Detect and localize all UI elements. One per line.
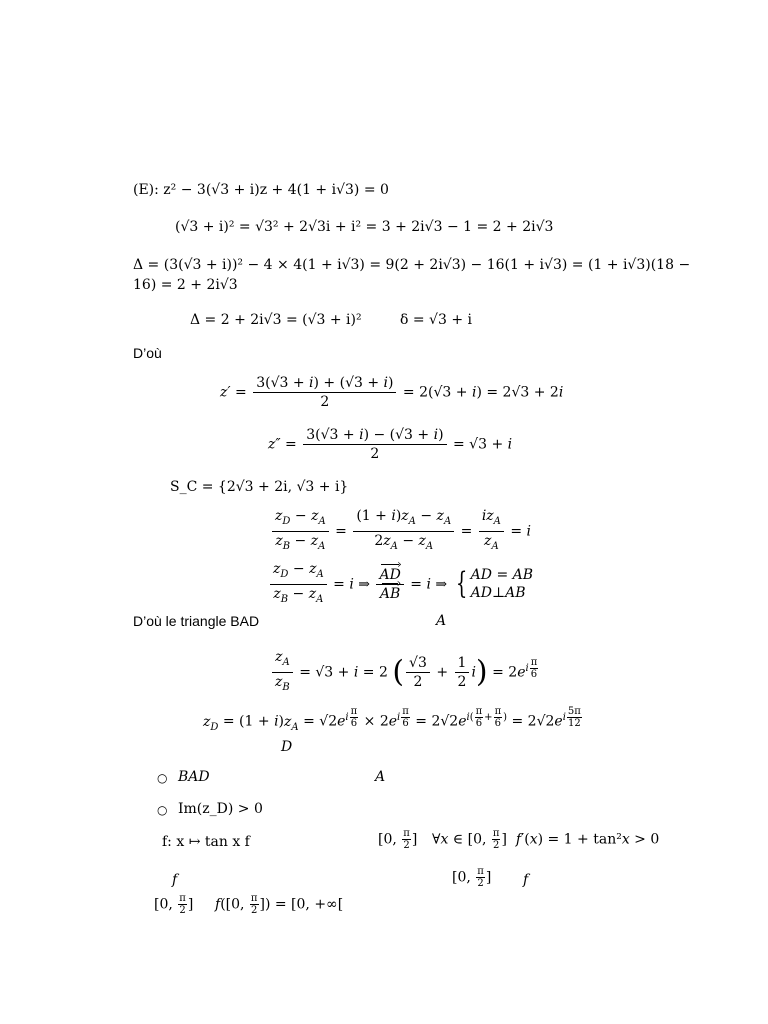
f-derivative: ∀x ∈ [0, $\frac{\pi}{2}$ ] f′(x) = 1 + tan²x > 0 (432, 828, 660, 851)
discriminant-simplified (190, 311, 362, 329)
discriminant-root (400, 311, 472, 329)
ratio-equation-2: $\frac{z_D - z_A}{z_B - z_A}$ = i ⇒ $\frac{AD ›}{AB}$ › = i ⇒ { AD = AB AD⊥AB (268, 560, 533, 609)
square-expansion-text: (√3 + i)² = √3² + 2√3i + i² = 3 + 2i√3 − 1 = 2 + 2i√3 (175, 219, 554, 235)
bullet-1-marker: ○ (157, 771, 168, 785)
point-A-text: A (436, 613, 447, 629)
f-line-2 (172, 871, 177, 889)
quotient-equation: $\frac{z_A}{z_B}$ = √3 + i = 2 ( $\frac{√3}{2}$ + $\frac{1}{2}$ $i) = 2e^{i \frac{\pi}{6}}$ (270, 648, 539, 697)
bullet-2-marker: ○ (157, 803, 168, 817)
f-interval: [0, $\frac{\pi}{2}$ ] (378, 828, 418, 851)
f-definition (162, 833, 250, 851)
square-expansion (175, 218, 553, 236)
discriminant-line-2 (133, 276, 238, 294)
f-definition-text: f: x ↦ tan x f (162, 834, 250, 850)
equation-E-text: (E): z² − 3(√3 + i)z + 4(1 + i√3) = 0 (133, 182, 389, 198)
bullet-1-point-text: A (375, 769, 386, 785)
bullet-1-point (375, 768, 385, 786)
ratio-equation-1: $\frac{z_D - z_A}{z_B - z_A}$ = $\frac{(1 + i)z_A - z_A}{2z_A - z_A}$ = $\frac{iz_A}{z_A}$ = i (270, 507, 531, 556)
point-D-label (281, 738, 292, 756)
f-line-2-f2 (523, 871, 528, 889)
discriminant-line-1-text: Δ = (3(√3 + i))² − 4 × 4(1 + i√3) = 9(2 + 2i√3) − 16(1 + i√3) = (1 + i√3)(18 − (133, 257, 691, 273)
solution-set (170, 478, 348, 496)
f-line-2-f: f (172, 872, 178, 888)
f-line-3-interval: [0, $\frac{\pi}{2}$ ] (154, 893, 194, 916)
bullet-2-text: Im(z_D) > 0 (178, 801, 263, 817)
z-double-prime-equation: z″ = $\frac{3(√3 + i) - (√3 + i)}{2}$ = √3 + i (268, 427, 513, 462)
f-line-2-f2-text: f (523, 872, 529, 888)
discriminant-line-2-text: 16) = 2 + 2i√3 (133, 277, 238, 293)
dou-label (133, 344, 162, 362)
triangle-statement-text: D’où le triangle BAD (133, 613, 260, 629)
f-image: f([0, $\frac{\pi}{2}$ ]) = [0, +∞[ (215, 893, 344, 916)
bullet-1 (178, 768, 210, 786)
equation-E (133, 181, 389, 199)
triangle-statement (133, 612, 259, 630)
z-prime-equation: z′ = $\frac{3(√3 + i) + (√3 + i)}{2}$ = 2(√3 + i) = 2√3 + 2i (220, 375, 564, 410)
solution-set-text: S_C = {2√3 + 2i, √3 + i} (170, 479, 349, 495)
bullet-1-text: BAD (178, 769, 210, 785)
dou-label-text: D’où (133, 345, 162, 361)
point-A-label (436, 612, 446, 630)
f-line-2-interval: [0, $\frac{\pi}{2}$ ] (452, 866, 492, 889)
discriminant-root-text: δ = √3 + i (400, 312, 472, 328)
point-D-text: D (281, 739, 293, 755)
bullet-2 (178, 800, 263, 818)
discriminant-simplified-text: Δ = 2 + 2i√3 = (√3 + i)² (190, 312, 362, 328)
z-D-equation: $z_D = (1 + i)z_A = √2e^{i \frac{\pi}{6}}$ × $2e^{i \frac{\pi}{6}}$ = $2√2e^{i( \frac{\pi}{6} + \frac{\pi}{6} )} = 2√2e^{i \frac{5\pi}{12}}$ (203, 706, 581, 733)
discriminant-line-1 (133, 256, 690, 274)
